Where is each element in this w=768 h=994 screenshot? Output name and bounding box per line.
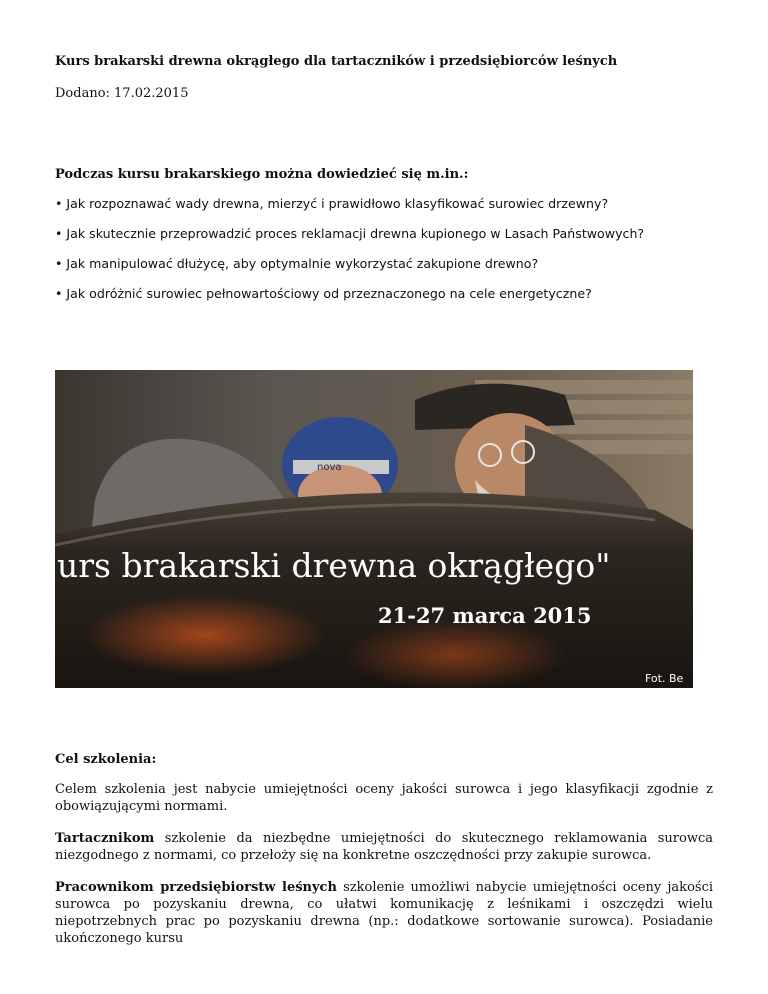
forest-lead: Pracownikom przedsiębiorstw leśnych	[55, 880, 337, 895]
photo-caption-title: urs brakarski drewna okrągłego"	[57, 546, 611, 585]
list-item: • Jak odróżnić surowiec pełnowartościowy od przeznaczonego na cele energetyczne?	[55, 286, 592, 301]
sawmill-text: szkolenie da niezbędne umiejętności do skutecznego reklamowania surowca niezgodnego z normami, co przełoży się na konkretne oszczędności przy zakupie surowca.	[55, 831, 713, 863]
document-title: Kurs brakarski drewna okrągłego dla tartaczników i przedsiębiorców leśnych	[55, 54, 618, 69]
topics-list	[55, 196, 644, 316]
forest-paragraph	[55, 879, 713, 947]
goal-paragraph: Celem szkolenia jest nabycie umiejętności oceny jakości surowca i jego klasyfikacji zgodnie z obowiązującymi normami.	[55, 782, 713, 814]
course-photo	[55, 370, 693, 688]
beanie-logo-text: nova	[317, 462, 342, 473]
photo-credit: Fot. Be	[645, 672, 684, 685]
sawmill-lead: Tartacznikom	[55, 831, 155, 846]
forest-text: szkolenie umożliwi nabycie umiejętności oceny jakości surowca po pozyskaniu drewna, co ułatwi komunikację z leśnikami i oszczędzi wielu niepotrzebnych prac po pozyskaniu drewna (np.: dodatkowe sortowanie surowca). Posiadanie ukończonego kursu	[55, 880, 714, 946]
date-added: Dodano: 17.02.2015	[55, 86, 189, 101]
photo-caption-dates: 21-27 marca 2015	[378, 603, 592, 628]
list-item: • Jak rozpoznawać wady drewna, mierzyć i prawidłowo klasyfikować surowiec drzewny?	[55, 196, 609, 211]
goal-heading: Cel szkolenia:	[55, 752, 157, 767]
list-item: • Jak skutecznie przeprowadzić proces reklamacji drewna kupionego w Lasach Państwowych?	[55, 226, 645, 241]
intro-heading: Podczas kursu brakarskiego można dowiedzieć się m.in.:	[55, 167, 469, 182]
list-item: • Jak manipulować dłużycę, aby optymalnie wykorzystać zakupione drewno?	[55, 256, 539, 271]
sawmill-paragraph	[55, 830, 713, 864]
